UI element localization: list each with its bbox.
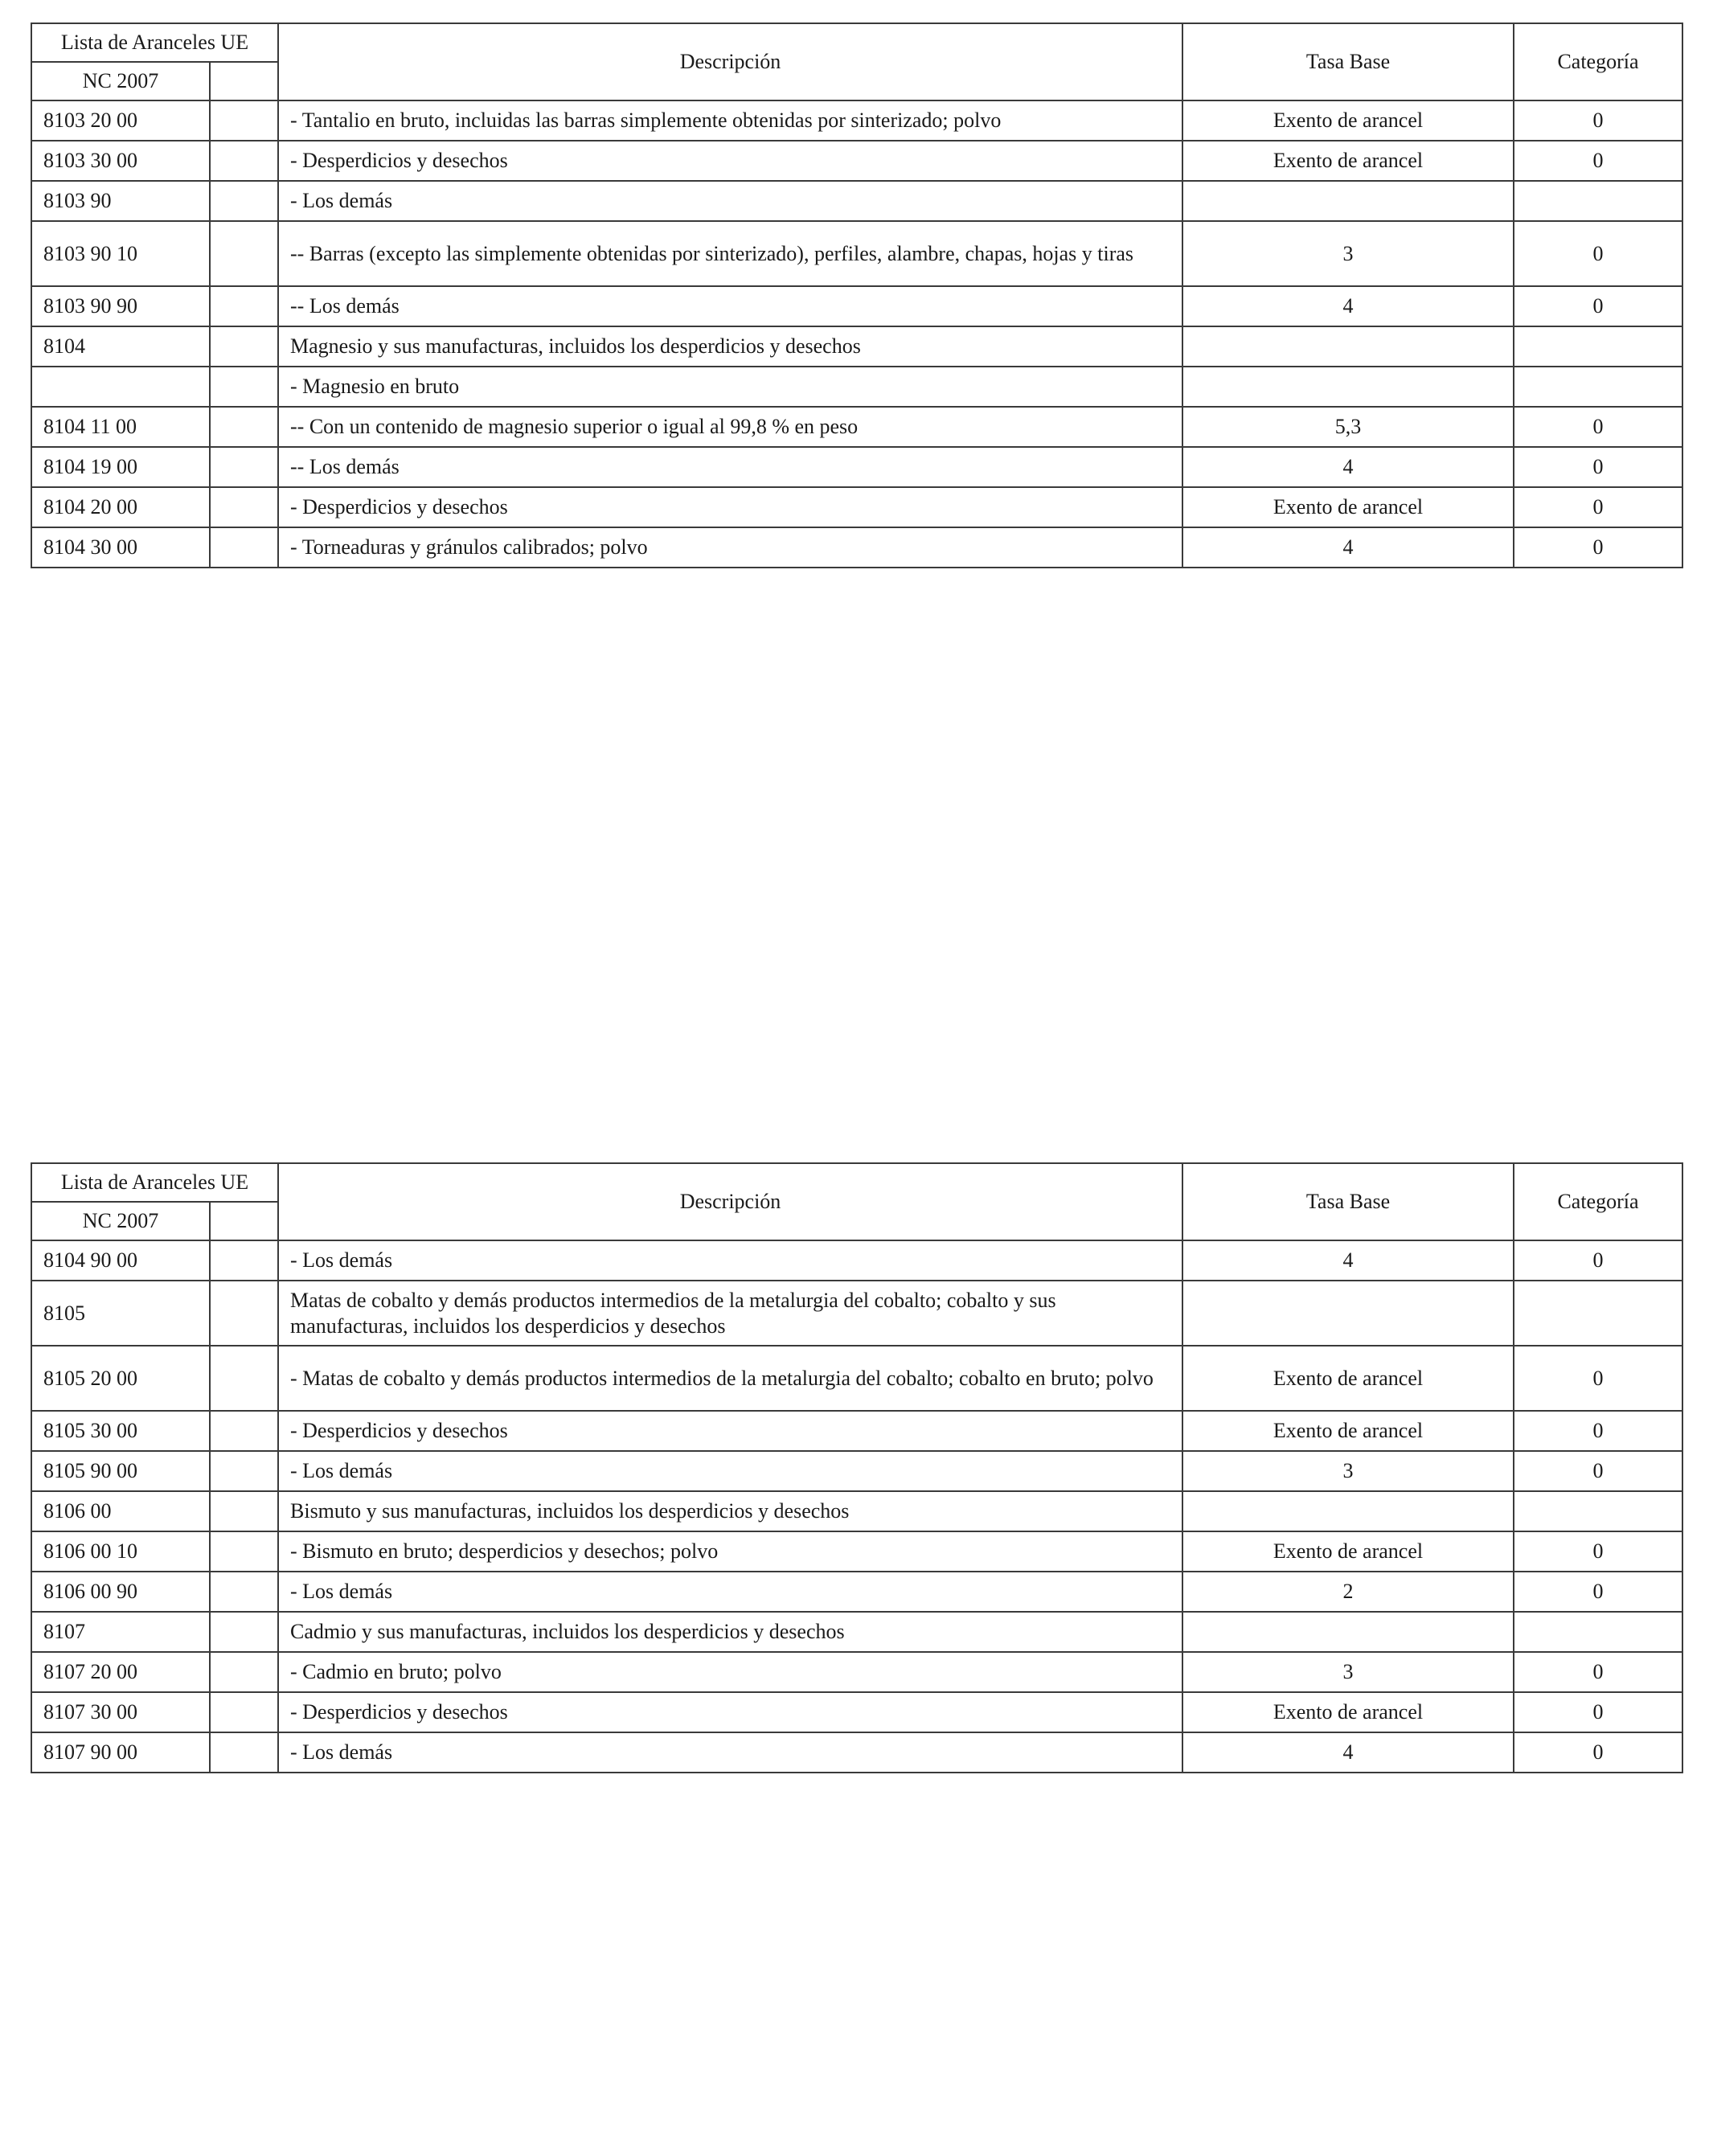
table-row (31, 487, 1682, 527)
cell-code: 8103 90 90 (31, 286, 210, 326)
header-tasa-base: Tasa Base (1182, 23, 1514, 100)
cell-sub (210, 1732, 278, 1773)
cell-tasa-base: Exento de arancel (1182, 1346, 1514, 1411)
cell-tasa-base (1182, 367, 1514, 407)
cell-code: 8103 30 00 (31, 141, 210, 181)
cell-categoria: 0 (1514, 527, 1682, 568)
header-descripcion: Descripción (278, 23, 1182, 100)
cell-code: 8104 19 00 (31, 447, 210, 487)
header-categoria: Categoría (1514, 23, 1682, 100)
cell-code: 8106 00 (31, 1491, 210, 1531)
cell-categoria: 0 (1514, 487, 1682, 527)
cell-sub (210, 1411, 278, 1451)
table-row (31, 1572, 1682, 1612)
cell-description: -- Barras (excepto las simplemente obtenidas por sinterizado), perfiles, alambre, chapas, hojas y tiras (278, 221, 1182, 286)
cell-code: 8107 20 00 (31, 1652, 210, 1692)
table-row (31, 141, 1682, 181)
cell-categoria (1514, 1612, 1682, 1652)
cell-tasa-base: Exento de arancel (1182, 1411, 1514, 1451)
cell-description: - Bismuto en bruto; desperdicios y desechos; polvo (278, 1531, 1182, 1572)
cell-code: 8105 30 00 (31, 1411, 210, 1451)
cell-code: 8105 20 00 (31, 1346, 210, 1411)
table-row (31, 367, 1682, 407)
table-row (31, 1652, 1682, 1692)
cell-tasa-base (1182, 1612, 1514, 1652)
tariff-table-1 (31, 23, 1683, 568)
cell-sub (210, 1281, 278, 1346)
cell-description: - Desperdicios y desechos (278, 487, 1182, 527)
table-row (31, 1346, 1682, 1411)
table-row (31, 1491, 1682, 1531)
cell-sub (210, 1531, 278, 1572)
table-row (31, 1240, 1682, 1281)
cell-tasa-base: 4 (1182, 286, 1514, 326)
table-row (31, 100, 1682, 141)
table-row (31, 1411, 1682, 1451)
cell-categoria: 0 (1514, 1240, 1682, 1281)
cell-categoria (1514, 181, 1682, 221)
table-header (31, 23, 1682, 100)
cell-code: 8104 20 00 (31, 487, 210, 527)
cell-tasa-base: Exento de arancel (1182, 1531, 1514, 1572)
header-nc: NC 2007 (31, 62, 210, 100)
cell-sub (210, 407, 278, 447)
cell-tasa-base: 3 (1182, 1652, 1514, 1692)
cell-sub (210, 1692, 278, 1732)
cell-description: - Los demás (278, 1572, 1182, 1612)
table-header (31, 1163, 1682, 1240)
cell-tasa-base: Exento de arancel (1182, 100, 1514, 141)
cell-tasa-base (1182, 1281, 1514, 1346)
cell-categoria (1514, 1491, 1682, 1531)
cell-sub (210, 326, 278, 367)
table-body (31, 100, 1682, 568)
cell-sub (210, 447, 278, 487)
cell-tasa-base: 4 (1182, 447, 1514, 487)
cell-description: - Magnesio en bruto (278, 367, 1182, 407)
cell-description: Magnesio y sus manufacturas, incluidos los desperdicios y desechos (278, 326, 1182, 367)
cell-categoria: 0 (1514, 286, 1682, 326)
cell-description: - Desperdicios y desechos (278, 1692, 1182, 1732)
cell-sub (210, 1612, 278, 1652)
cell-code: 8103 90 10 (31, 221, 210, 286)
cell-categoria (1514, 1281, 1682, 1346)
cell-code: 8107 30 00 (31, 1692, 210, 1732)
cell-sub (210, 181, 278, 221)
cell-sub (210, 527, 278, 568)
cell-description: - Los demás (278, 181, 1182, 221)
table-row (31, 1692, 1682, 1732)
cell-description: - Tantalio en bruto, incluidas las barras simplemente obtenidas por sinterizado; polvo (278, 100, 1182, 141)
cell-tasa-base: 4 (1182, 527, 1514, 568)
cell-code: 8104 90 00 (31, 1240, 210, 1281)
tariff-table-2 (31, 1162, 1683, 1773)
cell-tasa-base: 4 (1182, 1240, 1514, 1281)
table-row (31, 181, 1682, 221)
cell-sub (210, 1346, 278, 1411)
cell-categoria: 0 (1514, 1572, 1682, 1612)
cell-code (31, 367, 210, 407)
cell-code: 8107 90 00 (31, 1732, 210, 1773)
table-body (31, 1240, 1682, 1773)
header-categoria: Categoría (1514, 1163, 1682, 1240)
cell-code: 8103 90 (31, 181, 210, 221)
cell-tasa-base (1182, 326, 1514, 367)
cell-code: 8104 30 00 (31, 527, 210, 568)
cell-categoria: 0 (1514, 100, 1682, 141)
table-row (31, 1531, 1682, 1572)
table-row (31, 221, 1682, 286)
cell-description: Matas de cobalto y demás productos intermedios de la metalurgia del cobalto; cobalto y sus manufacturas, incluidos los desperdicios y desechos (278, 1281, 1182, 1346)
cell-sub (210, 141, 278, 181)
cell-description: - Los demás (278, 1732, 1182, 1773)
cell-categoria: 0 (1514, 221, 1682, 286)
cell-categoria: 0 (1514, 1652, 1682, 1692)
cell-tasa-base: 5,3 (1182, 407, 1514, 447)
cell-tasa-base (1182, 1491, 1514, 1531)
table-row (31, 407, 1682, 447)
cell-code: 8104 (31, 326, 210, 367)
cell-sub (210, 1491, 278, 1531)
cell-tasa-base (1182, 181, 1514, 221)
cell-code: 8106 00 90 (31, 1572, 210, 1612)
cell-description: Bismuto y sus manufacturas, incluidos los desperdicios y desechos (278, 1491, 1182, 1531)
table-row (31, 527, 1682, 568)
cell-categoria: 0 (1514, 1346, 1682, 1411)
cell-categoria: 0 (1514, 141, 1682, 181)
cell-description: - Cadmio en bruto; polvo (278, 1652, 1182, 1692)
header-nc-blank (210, 62, 278, 100)
cell-tasa-base: 4 (1182, 1732, 1514, 1773)
cell-description: - Desperdicios y desechos (278, 1411, 1182, 1451)
cell-code: 8106 00 10 (31, 1531, 210, 1572)
cell-categoria: 0 (1514, 1411, 1682, 1451)
cell-description: - Matas de cobalto y demás productos intermedios de la metalurgia del cobalto; cobalto en bruto; polvo (278, 1346, 1182, 1411)
cell-categoria: 0 (1514, 1451, 1682, 1491)
cell-sub (210, 221, 278, 286)
cell-categoria: 0 (1514, 447, 1682, 487)
cell-tasa-base: 2 (1182, 1572, 1514, 1612)
header-nc-blank (210, 1202, 278, 1240)
cell-categoria: 0 (1514, 1732, 1682, 1773)
table-row (31, 1612, 1682, 1652)
cell-categoria: 0 (1514, 1692, 1682, 1732)
header-lista: Lista de Aranceles UE (31, 23, 278, 62)
cell-description: -- Con un contenido de magnesio superior o igual al 99,8 % en peso (278, 407, 1182, 447)
header-tasa-base: Tasa Base (1182, 1163, 1514, 1240)
cell-description: - Los demás (278, 1451, 1182, 1491)
cell-description: - Los demás (278, 1240, 1182, 1281)
cell-description: Cadmio y sus manufacturas, incluidos los desperdicios y desechos (278, 1612, 1182, 1652)
table-row (31, 286, 1682, 326)
cell-tasa-base: Exento de arancel (1182, 141, 1514, 181)
cell-code: 8104 11 00 (31, 407, 210, 447)
table-row (31, 1281, 1682, 1346)
cell-sub (210, 1572, 278, 1612)
table-row (31, 1732, 1682, 1773)
cell-tasa-base: Exento de arancel (1182, 487, 1514, 527)
cell-code: 8105 (31, 1281, 210, 1346)
cell-description: -- Los demás (278, 447, 1182, 487)
cell-categoria: 0 (1514, 1531, 1682, 1572)
cell-categoria: 0 (1514, 407, 1682, 447)
table-row (31, 447, 1682, 487)
header-nc: NC 2007 (31, 1202, 210, 1240)
cell-categoria (1514, 326, 1682, 367)
table-row (31, 326, 1682, 367)
table-row (31, 1451, 1682, 1491)
cell-sub (210, 286, 278, 326)
cell-tasa-base: 3 (1182, 1451, 1514, 1491)
cell-sub (210, 1240, 278, 1281)
cell-sub (210, 367, 278, 407)
cell-sub (210, 1451, 278, 1491)
cell-tasa-base: 3 (1182, 221, 1514, 286)
cell-description: - Desperdicios y desechos (278, 141, 1182, 181)
cell-sub (210, 1652, 278, 1692)
cell-categoria (1514, 367, 1682, 407)
cell-sub (210, 487, 278, 527)
header-lista: Lista de Aranceles UE (31, 1163, 278, 1202)
header-descripcion: Descripción (278, 1163, 1182, 1240)
cell-description: - Torneaduras y gránulos calibrados; polvo (278, 527, 1182, 568)
cell-tasa-base: Exento de arancel (1182, 1692, 1514, 1732)
cell-code: 8103 20 00 (31, 100, 210, 141)
cell-code: 8107 (31, 1612, 210, 1652)
cell-sub (210, 100, 278, 141)
cell-code: 8105 90 00 (31, 1451, 210, 1491)
cell-description: -- Los demás (278, 286, 1182, 326)
